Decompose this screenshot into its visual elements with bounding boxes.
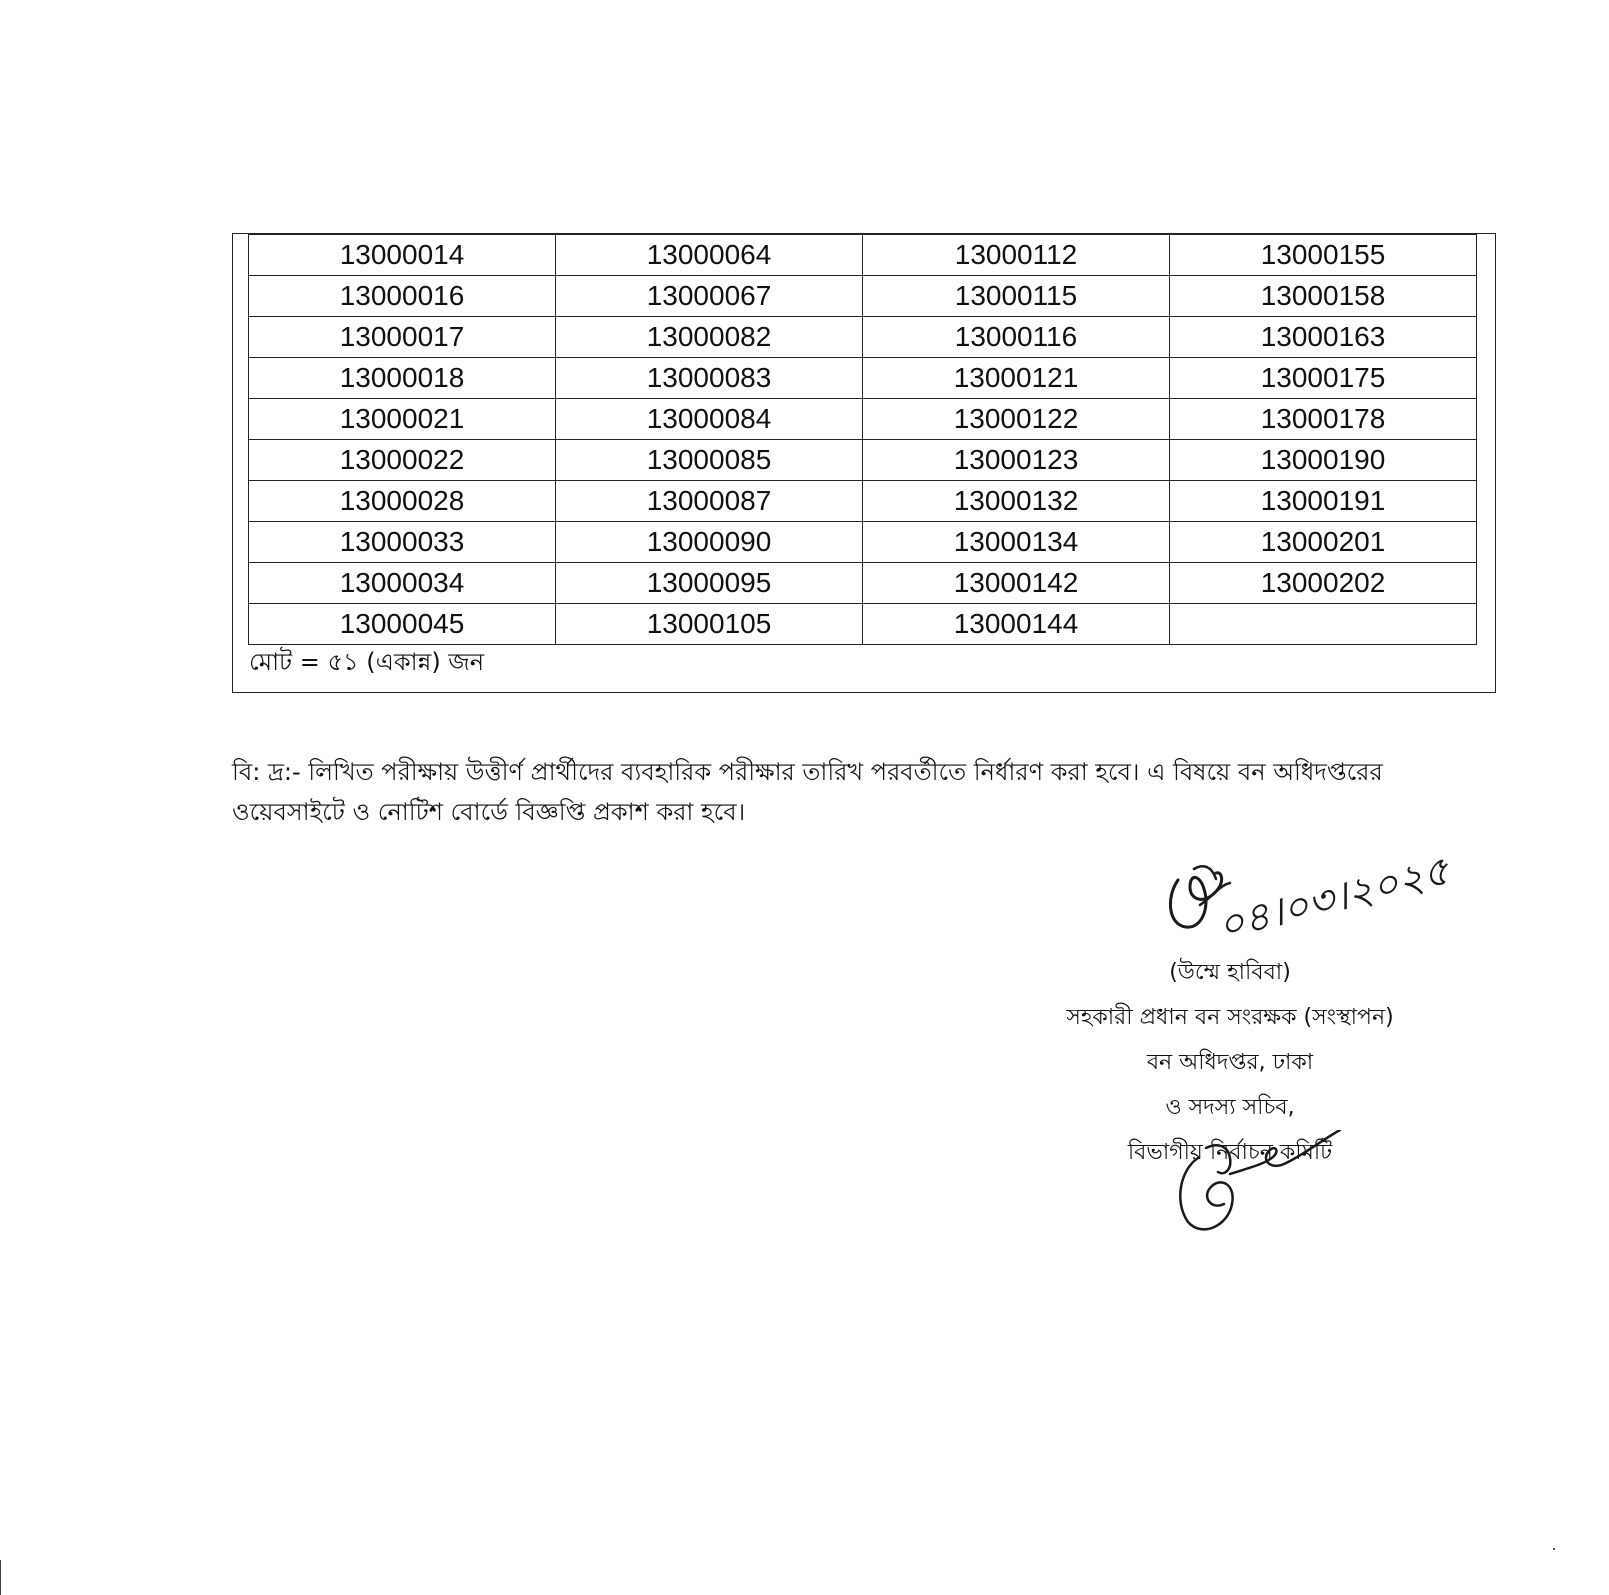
table-row xyxy=(249,358,1477,399)
table-row xyxy=(249,399,1477,440)
roll-cell: 13000018 xyxy=(249,358,556,399)
roll-cell: 13000116 xyxy=(863,317,1170,358)
signatory-designation: সহকারী প্রধান বন সংরক্ষক (সংস্থাপন) xyxy=(1066,1005,1394,1030)
roll-cell: 13000191 xyxy=(1170,481,1477,522)
roll-cell: 13000082 xyxy=(556,317,863,358)
scan-speck xyxy=(1553,1548,1555,1550)
roll-cell xyxy=(1170,604,1477,645)
table-row xyxy=(249,317,1477,358)
roll-cell: 13000085 xyxy=(556,440,863,481)
roll-cell: 13000178 xyxy=(1170,399,1477,440)
roll-cell: 13000014 xyxy=(249,235,556,276)
roll-cell: 13000121 xyxy=(863,358,1170,399)
roll-cell: 13000163 xyxy=(1170,317,1477,358)
signature-scribble xyxy=(1170,873,1221,927)
roll-cell: 13000155 xyxy=(1170,235,1477,276)
signatory-committee: বিভাগীয় নির্বাচন কমিটি xyxy=(1127,1140,1333,1165)
roll-cell: 13000158 xyxy=(1170,276,1477,317)
roll-cell: 13000016 xyxy=(249,276,556,317)
roll-cell: 13000112 xyxy=(863,235,1170,276)
roll-cell: 13000064 xyxy=(556,235,863,276)
roll-cell: 13000090 xyxy=(556,522,863,563)
roll-cell: 13000190 xyxy=(1170,440,1477,481)
roll-cell: 13000105 xyxy=(556,604,863,645)
roll-cell: 13000033 xyxy=(249,522,556,563)
roll-cell: 13000142 xyxy=(863,563,1170,604)
roll-cell: 13000175 xyxy=(1170,358,1477,399)
roll-cell: 13000134 xyxy=(863,522,1170,563)
roll-cell: 13000122 xyxy=(863,399,1170,440)
roll-cell: 13000095 xyxy=(556,563,863,604)
notice-paragraph xyxy=(232,752,1522,832)
roll-cell: 13000021 xyxy=(249,399,556,440)
signature-date: ০৪।০৩।২০২৫ xyxy=(1213,847,1454,950)
roll-cell: 13000144 xyxy=(863,604,1170,645)
signatory-office: বন অধিদপ্তর, ঢাকা xyxy=(1146,1050,1314,1075)
roll-cell: 13000083 xyxy=(556,358,863,399)
table-row xyxy=(249,235,1477,276)
roll-cell: 13000022 xyxy=(249,440,556,481)
roll-number-table xyxy=(248,234,1477,645)
initial-signature xyxy=(1170,1130,1360,1240)
notice-line-2: ওয়েবসাইটে ও নোটিশ বোর্ডে বিজ্ঞপ্তি প্রকাশ করা হবে। xyxy=(232,798,746,826)
signatory-role: ও সদস্য সচিব, xyxy=(1165,1095,1295,1120)
roll-cell: 13000201 xyxy=(1170,522,1477,563)
roll-cell: 13000132 xyxy=(863,481,1170,522)
roll-cell: 13000045 xyxy=(249,604,556,645)
roll-cell: 13000028 xyxy=(249,481,556,522)
roll-cell: 13000123 xyxy=(863,440,1170,481)
roll-cell: 13000087 xyxy=(556,481,863,522)
roll-cell: 13000034 xyxy=(249,563,556,604)
dated-signature xyxy=(1160,845,1460,955)
table-row xyxy=(249,481,1477,522)
signatory-name: (উম্মে হাবিবা) xyxy=(1169,960,1291,985)
roll-cell: 13000017 xyxy=(249,317,556,358)
total-count: মোট = ৫১ (একান্ন) জন xyxy=(249,648,485,676)
roll-cell: 13000115 xyxy=(863,276,1170,317)
roll-cell: 13000202 xyxy=(1170,563,1477,604)
table-row xyxy=(249,604,1477,645)
page-edge-line xyxy=(0,1560,1,1595)
table-row xyxy=(249,440,1477,481)
results-table-frame xyxy=(232,233,1496,693)
table-row xyxy=(249,276,1477,317)
roll-cell: 13000084 xyxy=(556,399,863,440)
notice-line-1: বি: দ্র:- লিখিত পরীক্ষায় উত্তীর্ণ প্রার্থীদের ব্যবহারিক পরীক্ষার তারিখ পরবর্তীতে নির্ধারণ করা হবে। এ বিষয়ে বন অধিদপ্তরের xyxy=(232,758,1383,786)
roll-cell: 13000067 xyxy=(556,276,863,317)
table-row xyxy=(249,563,1477,604)
table-row xyxy=(249,522,1477,563)
